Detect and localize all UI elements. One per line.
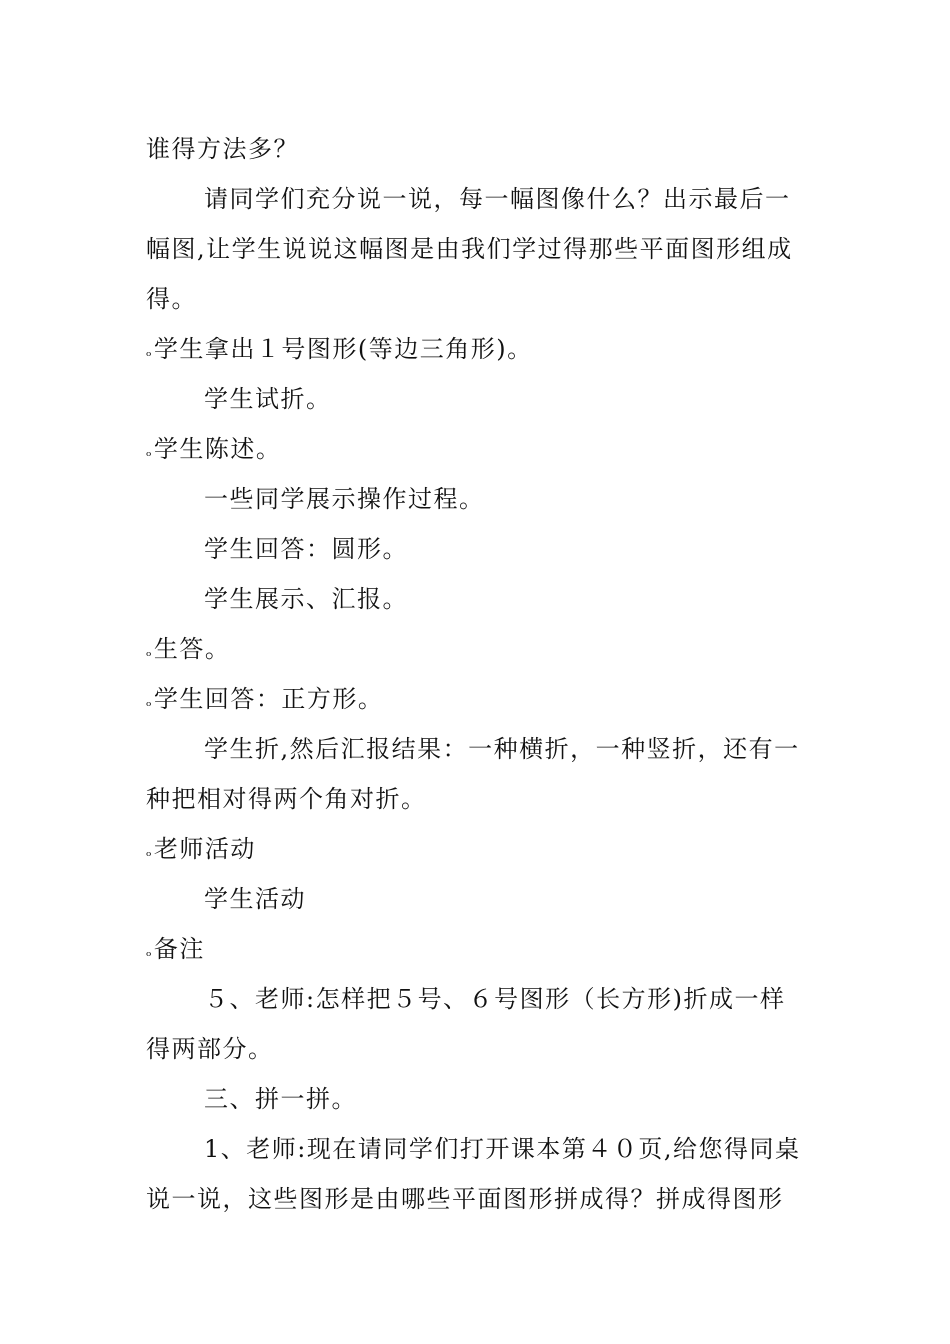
text-line — [146, 774, 806, 824]
line-text: 幅图,让学生说说这幅图是由我们学过得那些平面图形组成 — [146, 235, 793, 263]
list-marker: ₒ — [146, 944, 153, 960]
text-line — [146, 1024, 806, 1074]
text-line — [146, 724, 806, 774]
text-line — [146, 824, 806, 874]
list-marker: ₒ — [146, 844, 153, 860]
line-text: 学生回答：正方形。 — [153, 685, 384, 713]
text-line — [146, 874, 806, 924]
line-text: 学生回答：圆形。 — [204, 535, 408, 563]
text-line — [146, 574, 806, 624]
text-line — [146, 174, 806, 224]
document-body — [146, 124, 806, 1224]
text-line — [146, 674, 806, 724]
line-text: 得。 — [146, 285, 197, 313]
text-line — [146, 374, 806, 424]
line-text: 学生活动 — [204, 885, 306, 913]
list-marker: ₒ — [146, 344, 153, 360]
line-text: 谁得方法多？ — [146, 135, 299, 163]
line-text: 学生拿出１号图形(等边三角形)。 — [153, 335, 533, 363]
line-text: 备注 — [153, 935, 205, 963]
line-text: 种把相对得两个角对折。 — [146, 785, 427, 813]
text-line — [146, 474, 806, 524]
text-line — [146, 424, 806, 474]
line-text: 学生展示、汇报。 — [204, 585, 408, 613]
text-line — [146, 1074, 806, 1124]
text-line — [146, 624, 806, 674]
line-text: 学生陈述。 — [153, 435, 282, 463]
text-line — [146, 124, 806, 174]
line-text: 学生折,然后汇报结果：一种横折，一种竖折，还有一 — [204, 735, 800, 763]
line-text: 请同学们充分说一说，每一幅图像什么？出示最后一 — [204, 185, 791, 213]
text-line — [146, 224, 806, 274]
list-marker: ₒ — [146, 694, 153, 710]
text-line — [146, 974, 806, 1024]
list-marker: ₒ — [146, 444, 153, 460]
line-text: 说一说，这些图形是由哪些平面图形拼成得？拼成得图形 — [146, 1185, 784, 1213]
text-line — [146, 324, 806, 374]
line-text: ５、老师:怎样把５号、６号图形（长方形)折成一样 — [204, 985, 786, 1013]
text-line — [146, 924, 806, 974]
line-text: 老师活动 — [153, 835, 256, 863]
line-text: 得两部分。 — [146, 1035, 274, 1063]
text-line — [146, 1174, 806, 1224]
line-text: 学生试折。 — [204, 385, 332, 413]
text-line — [146, 274, 806, 324]
line-text: 1、老师:现在请同学们打开课本第４０页,给您得同桌 — [204, 1135, 801, 1163]
line-text: 三、拼一拼。 — [204, 1085, 357, 1113]
text-line — [146, 1124, 806, 1174]
list-marker: ₒ — [146, 644, 153, 660]
text-line — [146, 524, 806, 574]
line-text: 一些同学展示操作过程。 — [204, 485, 485, 513]
line-text: 生答。 — [153, 635, 231, 663]
